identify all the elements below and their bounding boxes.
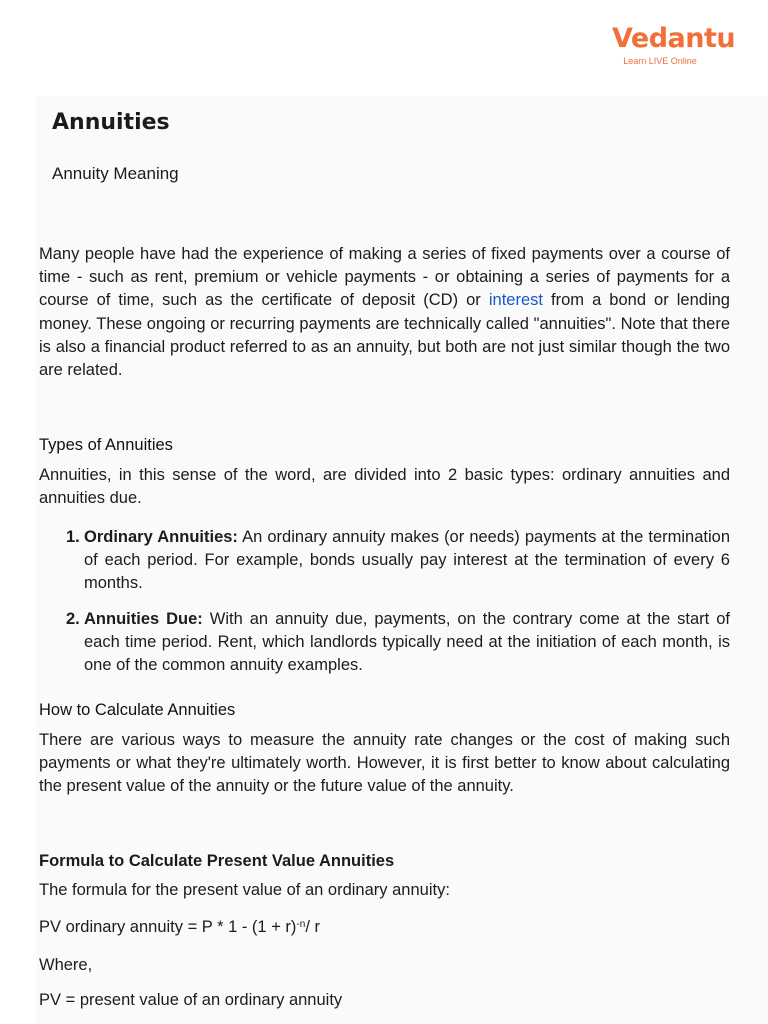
formula-intro: The formula for the present value of an ordinary annuity:: [39, 881, 450, 899]
intro-text-before-link: Many people have had the experience of making a series of fixed payments over a course of time - such as rent, premium or vehicle payments - or obtaining a series of payments for a course of time, such as the certificate of deposit (CD) or: [39, 245, 730, 310]
vedantu-logo: [612, 22, 736, 74]
page-title: Annuities: [52, 110, 170, 135]
formula-expression: [39, 918, 320, 937]
formula-exponent: -n: [296, 919, 306, 930]
calculate-paragraph: There are various ways to measure the annuity rate changes or the cost of making such payments or what they're ultimately worth. However, it is first better to know about calculating the present value of the annuity or the future value of the annuity.: [39, 731, 730, 796]
list-item-ordinary-annuities: [39, 526, 730, 596]
intro-text-after-link: from a bond or lending money. These ongoing or recurring payments are technically called "annuities". Note that there is also a financial product referred to as an annuity, but both are not just similar though the two are related.: [39, 291, 730, 380]
list-item-text: An ordinary annuity makes (or needs) payments at the termination of each period. For example, bonds usually pay interest at the termination of every 6 months.: [84, 528, 730, 593]
calculate-heading: How to Calculate Annuities: [39, 701, 236, 719]
annuity-meaning-heading: Annuity Meaning: [52, 164, 179, 183]
logo-wordmark: Vedantu: [612, 23, 736, 54]
definition-pv: PV = present value of an ordinary annuity: [39, 991, 343, 1009]
interest-link[interactable]: interest: [488, 291, 543, 310]
list-item-annuities-due: [39, 608, 730, 678]
types-intro-paragraph: Annuities, in this sense of the word, are divided into 2 basic types: ordinary annuities and annuities due.: [39, 466, 730, 508]
annuity-types-list: [39, 526, 730, 677]
list-item-number: 2.: [66, 609, 80, 628]
list-item-term: Annuities Due:: [84, 609, 203, 628]
intro-paragraph: [39, 243, 730, 382]
list-item-text: With an annuity due, payments, on the contrary come at the start of each time period. Rent, which landlords typically need at the initiation of each month, is one of the common annuity examples.: [84, 609, 730, 675]
formula-expression-prefix: PV ordinary annuity = P * 1 - (1 + r): [39, 918, 297, 936]
logo-tagline: Learn LIVE Online: [623, 56, 697, 66]
types-heading: Types of Annuities: [39, 436, 173, 454]
formula-expression-suffix: / r: [305, 918, 320, 936]
list-item-term: Ordinary Annuities:: [84, 528, 238, 546]
list-item-number: 1.: [66, 528, 80, 546]
formula-where: Where,: [39, 956, 93, 974]
formula-heading: Formula to Calculate Present Value Annuities: [39, 852, 395, 870]
